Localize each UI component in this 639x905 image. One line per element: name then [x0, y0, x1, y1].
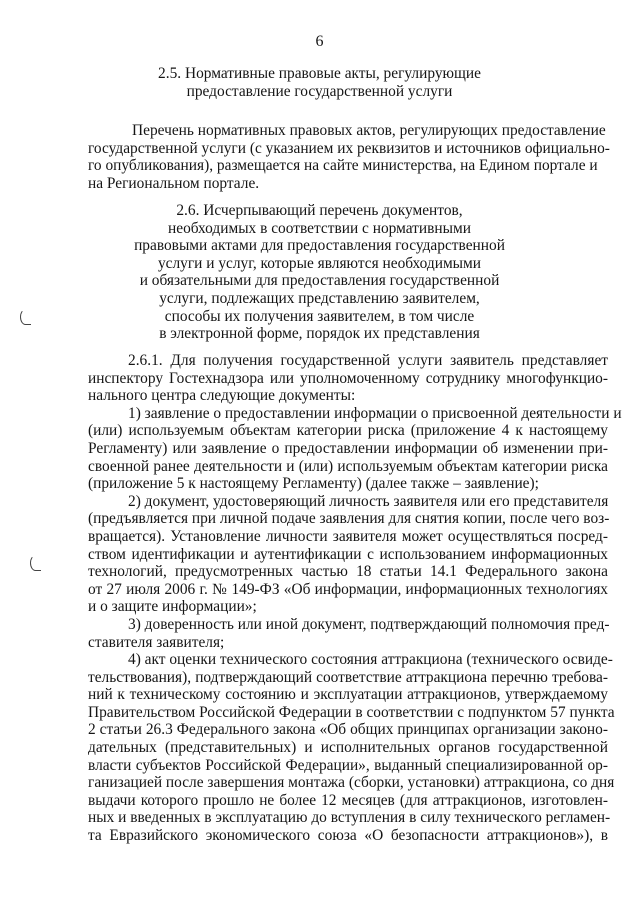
binder-hole-mark-icon [30, 555, 41, 571]
paragraph-line: Перечень нормативных правовых актов, регулирующих предоставление [132, 122, 606, 139]
body-line: 3) доверенность или иной документ, подтверждающий полномочия пред- [128, 615, 610, 633]
heading-line: и обязательными для предоставления государственной [139, 272, 500, 290]
heading-line: 2.6. Исчерпывающий перечень документов, [176, 202, 463, 219]
section-2-6-body [88, 352, 622, 845]
body-line: 2 статьи 26.3 Федерального закона «Об общих принципах организации законо- [88, 721, 608, 739]
binder-hole-mark-icon [20, 309, 31, 325]
body-line: вращается). Установление личности заявителя может осуществляться посред- [88, 527, 608, 545]
body-line: ных и введенных в эксплуатацию до вступления в силу технического регламен- [88, 809, 611, 827]
section-2-5-paragraph [88, 122, 608, 192]
body-line: своенной ранее деятельности и (или) используемым объектам категории риска [88, 457, 608, 475]
body-line: ставителя заявителя; [88, 633, 225, 651]
body-line: ганизацией после завершения монтажа (сборки, установки) аттракциона, со дня [88, 774, 615, 792]
section-2-6-heading [0, 202, 639, 343]
heading-line: необходимых в соответствии с нормативными [168, 219, 471, 237]
heading-line: предоставление государственной услуги [186, 82, 453, 100]
body-line: (или) используемым объектам категории риска (приложение 4 к настоящему [88, 422, 608, 440]
body-line: 2.6.1. Для получения государственной услуги заявитель представляет [128, 352, 608, 369]
body-line: ний к техническому состоянию и эксплуатации аттракционов, утверждаемому [88, 686, 608, 704]
body-line: Регламенту) или заявление о предоставлении информации об изменении при- [88, 439, 608, 457]
heading-line: способы их получения заявителем, в том числе [164, 307, 475, 325]
page-number: 6 [315, 33, 324, 50]
body-line: Правительством Российской Федерации в соответствии с подпунктом 57 пункта [88, 703, 615, 721]
body-line: (приложение 5 к настоящему Регламенту) (далее также – заявление); [88, 475, 539, 493]
body-line: от 27 июля 2006 г. № 149-ФЗ «Об информации, информационных технологиях [88, 580, 608, 598]
heading-line: услуги и услуг, которые являются необходимыми [157, 254, 482, 272]
body-line: ством идентификации и аутентификации с использованием информационных [88, 545, 608, 563]
body-line: та Евразийского экономического союза «О безопасности аттракционов»), в [88, 827, 608, 845]
heading-line: правовыми актами для предоставления государственной [134, 237, 505, 255]
body-line: власти субъектов Российской Федерации», выданный специализированной ор- [88, 756, 608, 774]
section-2-5-heading [0, 65, 639, 100]
heading-line: 2.5. Нормативные правовые акты, регулирующие [158, 65, 481, 82]
body-line: дательных (представительных) и исполнительных органов государственной [88, 739, 608, 757]
paragraph-line: на Региональном портале. [88, 174, 260, 192]
paragraph-line: государственной услуги (с указанием их реквизитов и источников официально- [88, 139, 610, 157]
paragraph-line: го опубликования), размещается на сайте министерства, на Едином портале и [88, 157, 598, 175]
heading-line: в электронной форме, порядок их представления [159, 325, 480, 343]
body-line: нального центра следующие документы: [88, 387, 356, 405]
heading-line: услуги, подлежащих представлению заявителем, [159, 289, 480, 307]
body-line: 4) акт оценки технического состояния аттракциона (технического освиде- [128, 651, 613, 669]
body-line: и о защите информации»; [88, 598, 257, 616]
body-line: 2) документ, удостоверяющий личность заявителя или его представителя [128, 492, 609, 510]
body-line: выдачи которого прошло не более 12 месяцев (для аттракционов, изготовлен- [88, 791, 608, 809]
body-line: (предъявляется при личной подаче заявления для снятия копии, после чего воз- [88, 510, 610, 528]
body-line: 1) заявление о предоставлении информации о присвоенной деятельности и [128, 404, 622, 422]
body-line: технологий, предусмотренных частью 18 статьи 14.1 Федерального закона [88, 563, 608, 581]
body-line: тельствования), подтверждающий соответствие аттракциона перечню требова- [88, 668, 608, 686]
body-line: инспектору Гостехнадзора или уполномоченному сотруднику многофункцио- [88, 369, 608, 387]
